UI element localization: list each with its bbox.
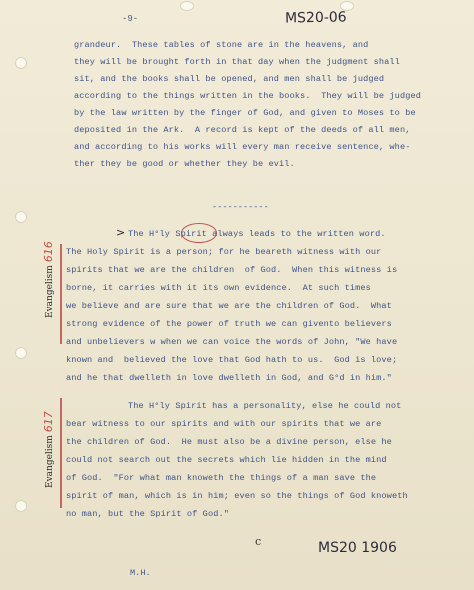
text-line: The H°ly Spirit has a personality, else he could not <box>128 401 402 411</box>
text-line: we believe and are sure that we are the children of God. What <box>66 301 392 311</box>
text-line: borne, it carries with it its own evidence. At such times <box>66 283 371 293</box>
text-line: they will be brought forth in that day when the judgment shall <box>74 57 400 67</box>
archive-stamp-bottom: MS20 1906 <box>318 540 397 556</box>
text-line: according to the things written in the books. They will be judged <box>74 91 421 101</box>
text-line: The H°ly Spirit always leads to the written word. <box>128 229 386 239</box>
section-separator: ----------- <box>212 202 269 212</box>
text-line: The Holy Spirit is a person; for he beareth witness with our <box>66 247 382 257</box>
margin-label: Evangelism <box>45 265 55 318</box>
text-line: sit, and the books shall be opened, and men shall be judged <box>74 74 385 84</box>
margin-bracket <box>60 398 62 508</box>
text-line: spirit of man, which is in him; even so the things of God knoweth <box>66 491 408 501</box>
text-line: strong evidence of the power of truth we can givento believers <box>66 319 392 329</box>
text-line: by the law written by the finger of God, and given to Moses to be <box>74 108 416 118</box>
text-line: the children of God. He must also be a divine person, else he <box>66 437 392 447</box>
text-line: bear witness to our spirits and with our spirits that we are <box>66 419 382 429</box>
clip-hole <box>180 1 194 11</box>
text-line: grandeur. These tables of stone are in the heavens, and <box>74 40 369 50</box>
author-initials: M.H. <box>130 568 151 578</box>
page-number: -9- <box>122 14 139 24</box>
text-line: could not search out the secrets which lie hidden in the mind <box>66 455 387 465</box>
archive-stamp: MS20-06 <box>284 9 347 27</box>
margin-label: Evangelism <box>45 435 55 488</box>
text-line: ther they be good or whether they be evil. <box>74 159 295 169</box>
margin-annotation <box>42 411 55 488</box>
arrow-mark-icon: > <box>116 226 126 239</box>
margin-number: 617 <box>42 411 55 433</box>
margin-annotation <box>42 241 55 318</box>
punch-hole <box>15 211 27 223</box>
text-line: and according to his works will every man receive sentence, whe- <box>74 142 411 152</box>
margin-number: 616 <box>42 241 55 263</box>
text-line: and he that dwelleth in love dwelleth in God, and G°d in him." <box>66 373 392 383</box>
punch-hole <box>15 500 27 512</box>
pencil-mark: c <box>255 535 262 548</box>
text-line: of God. "For what man knoweth the things of a man save the <box>66 473 377 483</box>
punch-hole <box>15 57 27 69</box>
margin-bracket <box>60 244 62 344</box>
text-line: deposited in the Ark. A record is kept of the deeds of all men, <box>74 125 411 135</box>
text-line: spirits that we are the children of God. When this witness is <box>66 265 398 275</box>
text-line: known and believed the love that God hath to us. God is love; <box>66 355 398 365</box>
text-line: no man, but the Spirit of God." <box>66 509 229 519</box>
text-line: and unbelievers w when we can voice the words of John, "We have <box>66 337 398 347</box>
punch-hole <box>15 347 27 359</box>
